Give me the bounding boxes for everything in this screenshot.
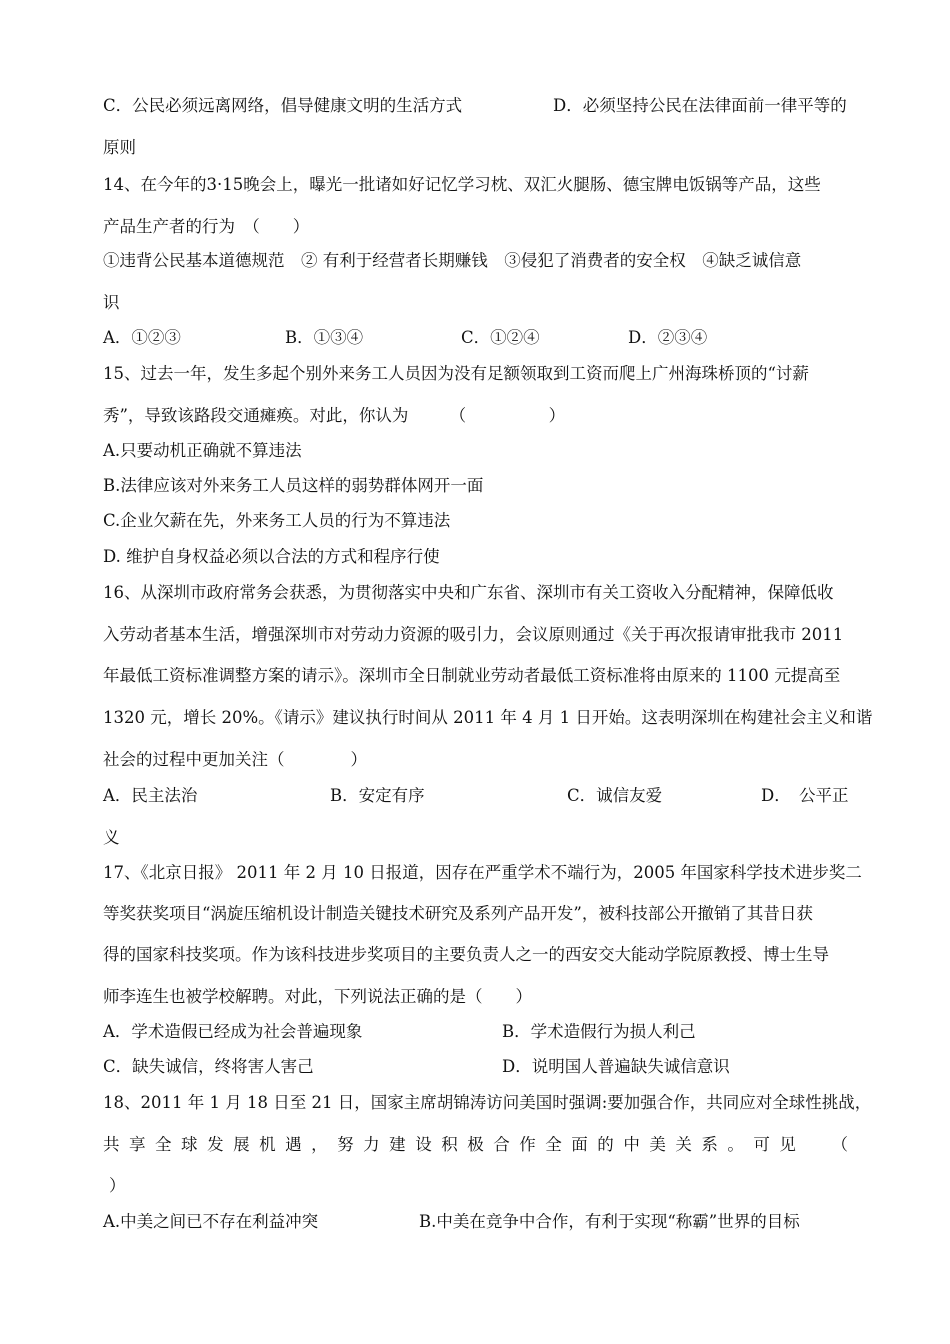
q18-line-2-char: 努 [337, 1135, 354, 1154]
q18-line-2-char: 面 [571, 1135, 588, 1154]
q18-line-2-char: 。 [727, 1135, 744, 1154]
q18-line-2-char: 关 [675, 1135, 692, 1154]
q18-line-2-char: 中 [623, 1135, 640, 1154]
q13-option-c: C．公民必须远离网络，倡导健康文明的生活方式 [103, 96, 463, 115]
q18-line-2-char: 可 [753, 1135, 770, 1154]
q17-option-a: A．学术造假已经成为社会普遍现象 [103, 1022, 363, 1041]
q17-line-4: 师李连生也被学校解聘。对此，下列说法正确的是（ ） [103, 987, 532, 1006]
q18-line-2-char: 系 [701, 1135, 718, 1154]
q15-option-b: B.法律应该对外来务工人员这样的弱势群体网开一面 [103, 476, 484, 495]
q14-items-line-1: ①违背公民基本道德规范 ② 有利于经营者长期赚钱 ③侵犯了消费者的安全权 ④缺乏诚信意 [103, 251, 802, 270]
q17-line-2: 等奖获奖项目“涡旋压缩机设计制造关键技术研究及系列产品开发”，被科技部公开撤销了其昔日获 [103, 904, 813, 923]
q18-line-2-char: 球 [181, 1135, 198, 1154]
q18-line-2-char: 力 [363, 1135, 380, 1154]
q17-option-d: D．说明国人普遍缺失诚信意识 [502, 1057, 730, 1076]
q18-line-2-char: 的 [597, 1135, 614, 1154]
q18-line-2-char: 全 [155, 1135, 172, 1154]
q15-option-d: D. 维护自身权益必须以合法的方式和程序行使 [103, 547, 440, 566]
q16-line-2: 入劳动者基本生活，增强深圳市对劳动力资源的吸引力，会议原则通过《关于再次报请审批我市 2011 [103, 625, 844, 644]
q18-line-2-char [805, 1134, 822, 1156]
q18-option-a: A.中美之间已不存在利益冲突 [103, 1212, 319, 1231]
q18-line-2-char: 发 [207, 1135, 224, 1154]
q17-line-3: 得的国家科技奖项。作为该科技进步奖项目的主要负责人之一的西安交大能动学院原教授、博士生导 [103, 945, 829, 964]
q16-option-d: D． 公平正 [761, 786, 849, 805]
q18-line-2-char: ， [311, 1135, 328, 1154]
q17-line-1: 17、《北京日报》 2011 年 2 月 10 日报道，因存在严重学术不端行为，2005 年国家科学技术进步奖二 [103, 863, 862, 882]
q16-line-4: 1320 元，增长 20%。《请示》建议执行时间从 2011 年 4 月 1 日开始。这表明深圳在构建社会主义和谐 [103, 708, 873, 727]
q17-option-b: B．学术造假行为损人利己 [502, 1022, 696, 1041]
q18-line-2-char: 极 [467, 1135, 484, 1154]
q17-option-c: C．缺失诚信，终将害人害己 [103, 1057, 314, 1076]
q14-option-d: D．②③④ [628, 328, 708, 347]
q15-option-c: C.企业欠薪在先，外来务工人员的行为不算违法 [103, 511, 451, 530]
q18-line-2-char: 遇 [285, 1135, 302, 1154]
q16-line-3: 年最低工资标准调整方案的请示》。深圳市全日制就业劳动者最低工资标准将由原来的 1100 元提高至 [103, 666, 841, 685]
q18-line-2-char: （ [831, 1135, 848, 1154]
q14-items-line-2: 识 [103, 293, 120, 312]
q18-line-2-char: 享 [129, 1135, 146, 1154]
q18-line-2-char: 见 [779, 1135, 796, 1154]
q16-line-1: 16、从深圳市政府常务会获悉，为贯彻落实中央和广东省、深圳市有关工资收入分配精神，保障低收 [103, 583, 834, 602]
q16-option-c: C．诚信友爱 [567, 786, 663, 805]
q18-option-b: B.中美在竞争中合作，有利于实现“称霸”世界的目标 [419, 1212, 800, 1231]
q18-line-2-char: 全 [545, 1135, 562, 1154]
q18-line-2-char: 展 [233, 1135, 250, 1154]
q18-line-2 [103, 1134, 848, 1156]
q18-line-2-char: 美 [649, 1135, 666, 1154]
q16-option-a: A．民主法治 [103, 786, 198, 805]
q14-option-b: B．①③④ [285, 328, 364, 347]
q14-option-c: C．①②④ [461, 328, 540, 347]
q15-stem-line-1: 15、过去一年，发生多起个别外来务工人员因为没有足额领取到工资而爬上广州海珠桥顶的“讨薪 [103, 364, 809, 383]
q18-line-3: ） [109, 1176, 126, 1195]
q15-option-a: A.只要动机正确就不算违法 [103, 441, 302, 460]
q18-line-2-char: 设 [415, 1135, 432, 1154]
q13-option-d-continued: 原则 [103, 138, 136, 157]
q18-line-2-char: 作 [519, 1135, 536, 1154]
q14-stem-line-1: 14、在今年的3·15晚会上，曝光一批诸如好记忆学习枕、双汇火腿肠、德宝牌电饭锅等产品，这些 [103, 175, 821, 194]
q16-line-5: 社会的过程中更加关注（ ） [103, 750, 367, 769]
q16-option-b: B．安定有序 [330, 786, 425, 805]
q18-line-1: 18、2011 年 1 月 18 日至 21 日，国家主席胡锦涛访问美国时强调:要加强合作，共同应对全球性挑战， [103, 1093, 872, 1112]
q13-option-d: D．必须坚持公民在法律面前一律平等的 [553, 96, 847, 115]
q18-line-2-char: 建 [389, 1135, 406, 1154]
q14-stem-line-2: 产品生产者的行为 （ ） [103, 217, 310, 236]
q18-line-2-char: 机 [259, 1135, 276, 1154]
q18-line-2-char: 积 [441, 1135, 458, 1154]
q18-line-2-char: 共 [103, 1135, 120, 1154]
q16-option-d-continued: 义 [103, 828, 120, 847]
q15-stem-line-2: 秀”，导致该路段交通瘫痪。对此，你认为 （ ） [103, 406, 566, 425]
q18-line-2-char: 合 [493, 1135, 510, 1154]
q14-option-a: A．①②③ [103, 328, 181, 347]
